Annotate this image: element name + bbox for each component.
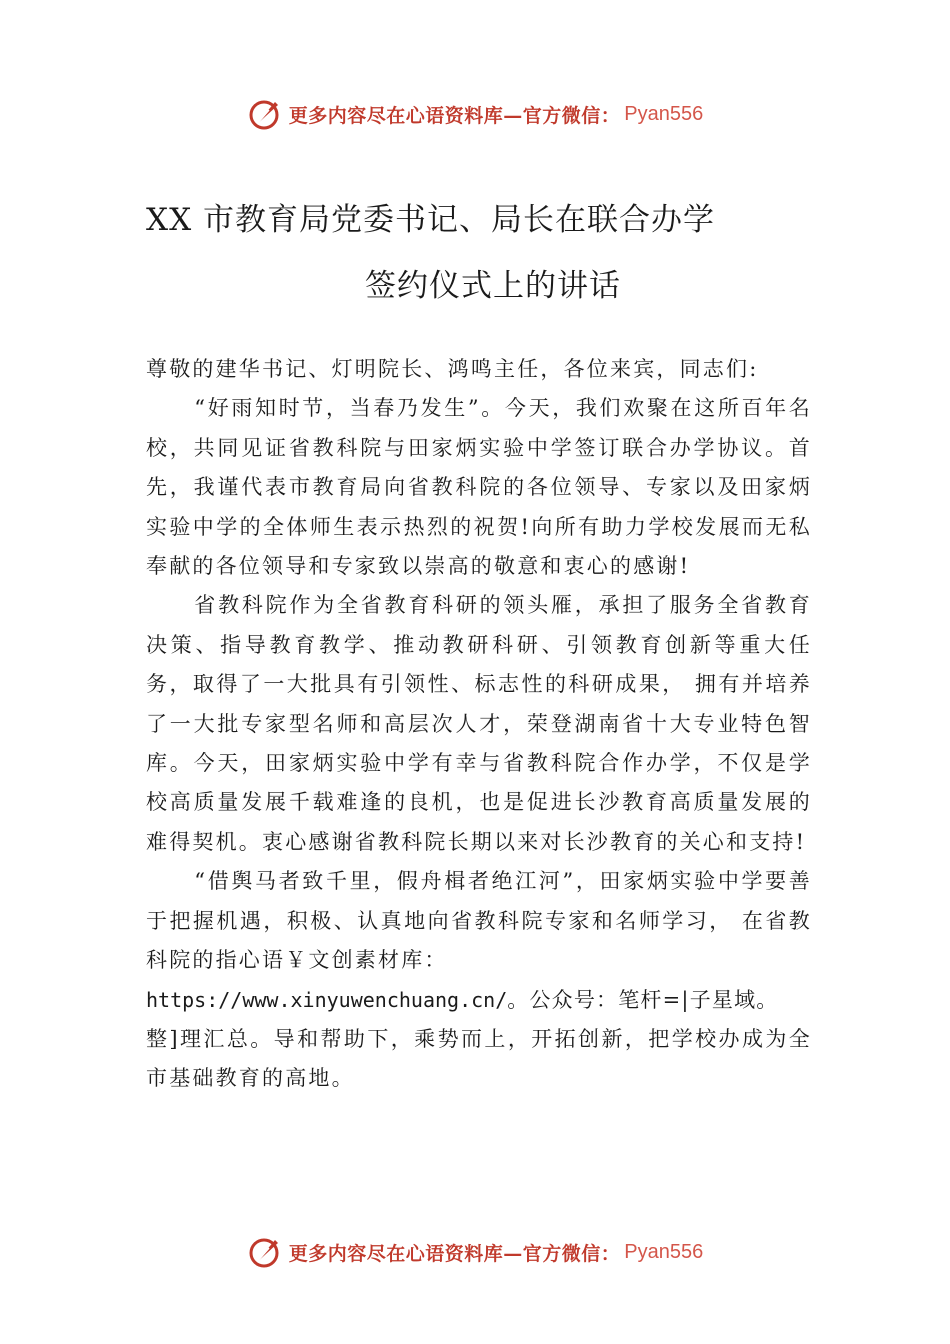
paragraph-3-url-line: [146, 981, 812, 1020]
paragraph-1: “好雨知时节，当春乃发生”。今天，我们欢聚在这所百年名校，共同见证省教科院与田家炳实验中学签订联合办学协议。首先，我谨代表市教育局向省教科院的各位领导、专家以及田家炳实验中学的全体师生表示热烈的祝贺!向所有助力学校发展而无私奉献的各位领导和专家致以崇高的敬意和衷心的感谢!: [146, 396, 812, 579]
paragraph-3-text: “借舆马者致千里，假舟楫者绝江河”，田家炳实验中学要善于把握机遇，积极、认真地向省教科院专家和名师学习， 在省教科院的指心语￥文创素材库：: [146, 869, 812, 973]
document-title-line2: 签约仪式上的讲话: [365, 268, 621, 304]
salutation: 尊敬的建华书记、灯明院长、鸿鸣主任，各位来宾，同志们:: [146, 357, 759, 381]
banner-text: 更多内容尽在心语资料库—官方微信：: [288, 104, 621, 127]
banner-text: 更多内容尽在心语资料库—官方微信：: [288, 1242, 621, 1265]
header-banner: [0, 92, 950, 136]
paragraph-2: 省教科院作为全省教育科研的领头雁，承担了服务全省教育决策、指导教育教学、推动教研科研、引领教育创新等重大任务，取得了一大批具有引领性、标志性的科研成果， 拥有并培养了一大批专家型名师和高层次人才，荣登湖南省十大专业特色智库。今天，田家炳实验中学有幸与省教科院合作办学，不仅是学校高质量发展千载难逢的良机，也是促进长沙教育高质量发展的难得契机。衷心感谢省教科院长期以来对长沙教育的关心和支持!: [146, 593, 812, 854]
footer-banner: [0, 1230, 950, 1274]
document-title-line1: XX 市教育局党委书记、局长在联合办学: [146, 202, 715, 238]
banner-account: Pyan556: [624, 102, 704, 125]
paragraph-3-account-text: 。公众号：笔杆=|子星域。: [507, 987, 779, 1012]
document-body: [146, 350, 812, 1099]
paragraph-3: [146, 862, 812, 980]
paragraph-3-continued: 整]理汇总。导和帮助下，乘势而上，开拓创新，把学校办成为全市基础教育的高地。: [146, 1026, 812, 1091]
source-url: https://www.xinyuwenchuang.cn/: [146, 987, 508, 1012]
banner-account: Pyan556: [624, 1240, 704, 1263]
quill-logo-icon: [247, 96, 283, 132]
quill-logo-icon: [247, 1234, 283, 1270]
